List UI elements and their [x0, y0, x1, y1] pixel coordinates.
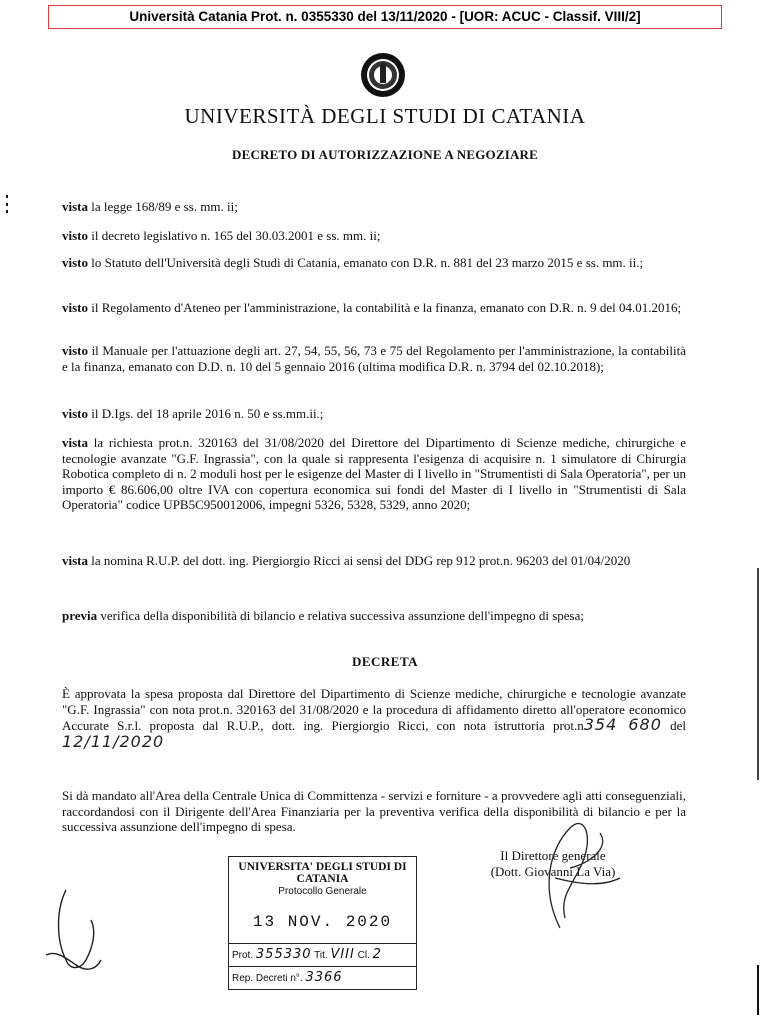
scan-mark-left: [6, 210, 8, 213]
decision-paragraph: È approvata la spesa proposta dal Direttore del Dipartimento di Scienze mediche, chirurgiche e tecnologie avanzate "G.F. Ingrassia" con nota prot.n. 320163 del 31/08/2020 e la procedura di affidamento diretto all'operatore economico Accurate S.r.l. proposta dal R.U.P., dott. ing. Piergiorgio Ricci, con nota istruttoria prot.n354 680 del 12/11/2020: [62, 686, 687, 751]
premise-8: vista la nomina R.U.P. del dott. ing. Piergiorgio Ricci ai sensi del DDG rep 912 prot.n. 96203 del 01/04/2020: [62, 553, 631, 568]
premise-5: visto il Manuale per l'attuazione degli art. 27, 54, 55, 56, 73 e 75 del Regolamento per l'amministrazione, la contabilità e la finanza, emanato con D.D. n. 10 del 5 gennaio 2016 (ultima modifica D.R. n. 3794 del 02.10.2018);: [62, 343, 686, 374]
protocol-stamp: [228, 856, 417, 990]
handwritten-date: 12/11/2020: [62, 731, 165, 751]
stamp-date: 13 NOV. 2020: [252, 913, 393, 931]
stamp-city: CATANIA: [296, 873, 349, 885]
premise-1: vista la legge 168/89 e ss. mm. ii;: [62, 199, 238, 214]
premise-4: visto il Regolamento d'Ateneo per l'amministrazione, la contabilità e la finanza, emanato con D.R. n. 9 del 04.01.2016;: [62, 300, 682, 315]
scan-edge-right: [757, 965, 759, 1015]
protocol-header: Università Catania Prot. n. 0355330 del 13/11/2020 - [UOR: ACUC - Classif. VIII/2]: [48, 5, 722, 29]
university-name: UNIVERSITÀ DEGLI STUDI DI CATANIA: [184, 104, 586, 128]
premise-7: vista la richiesta prot.n. 320163 del 31/08/2020 del Direttore del Dipartimento di Scienze mediche, chirurgiche e tecnologie avanzate "G.F. Ingrassia", con la quale si rappresenta l'esigenza di acquisire n. 1 simulatore di Chirurgia Robotica completo di n. 2 moduli host per le esigenze del Master di I livello in "Strumentisti di Sala Operatoria", per un importo € 86.606,00 oltre IVA con copertura economica sui fondi del Master di I livello in "Strumentisti di Sala Operatoria" codice UPB5C950012006, impegni 5326, 5328, 5329, anno 2020;: [62, 435, 687, 512]
handwritten-prot-number: 354 680: [583, 715, 662, 734]
signatory-name: (Dott. Giovanni La Via): [490, 864, 616, 879]
stamp-rep-row: Rep. Decreti n°. 3366: [229, 966, 416, 988]
director-signature: [500, 808, 630, 938]
mandate-paragraph: Si dà mandato all'Area della Centrale Unica di Committenza - servizi e forniture - a provvedere agli atti conseguenziali, raccordandosi con il Dirigente dell'Area Finanziaria per la preventiva verifica della disponibilità di bilancio e per la successiva assunzione dell'impegno di spesa.: [62, 788, 686, 834]
university-seal-icon: [360, 52, 406, 98]
signatory-role: Il Direttore generale: [500, 848, 606, 863]
stamp-university: UNIVERSITA' DEGLI STUDI DI: [238, 861, 407, 873]
premise-3: visto lo Statuto dell'Università degli Studi di Catania, emanato con D.R. n. 881 del 23 marzo 2015 e ss. mm. ii.;: [62, 255, 644, 270]
left-signature: [36, 880, 116, 980]
decree-title: DECRETO DI AUTORIZZAZIONE A NEGOZIARE: [232, 147, 538, 162]
premise-6: visto il D.Igs. del 18 aprile 2016 n. 50 e ss.mm.ii.;: [62, 406, 324, 421]
decreta-heading: DECRETA: [351, 654, 419, 669]
scan-mark-left: [6, 195, 8, 198]
scan-mark-left: [6, 203, 8, 206]
stamp-prot-row: Prot. 355330 Tit. VIII Cl. 2: [229, 943, 416, 965]
scan-edge-right: [757, 568, 759, 780]
stamp-protocol-label: Protocollo Generale: [278, 886, 367, 897]
premise-2: visto il decreto legislativo n. 165 del 30.03.2001 e ss. mm. ii;: [62, 228, 381, 243]
premise-9: previa verifica della disponibilità di bilancio e relativa successiva assunzione dell'impegno di spesa;: [62, 608, 584, 623]
